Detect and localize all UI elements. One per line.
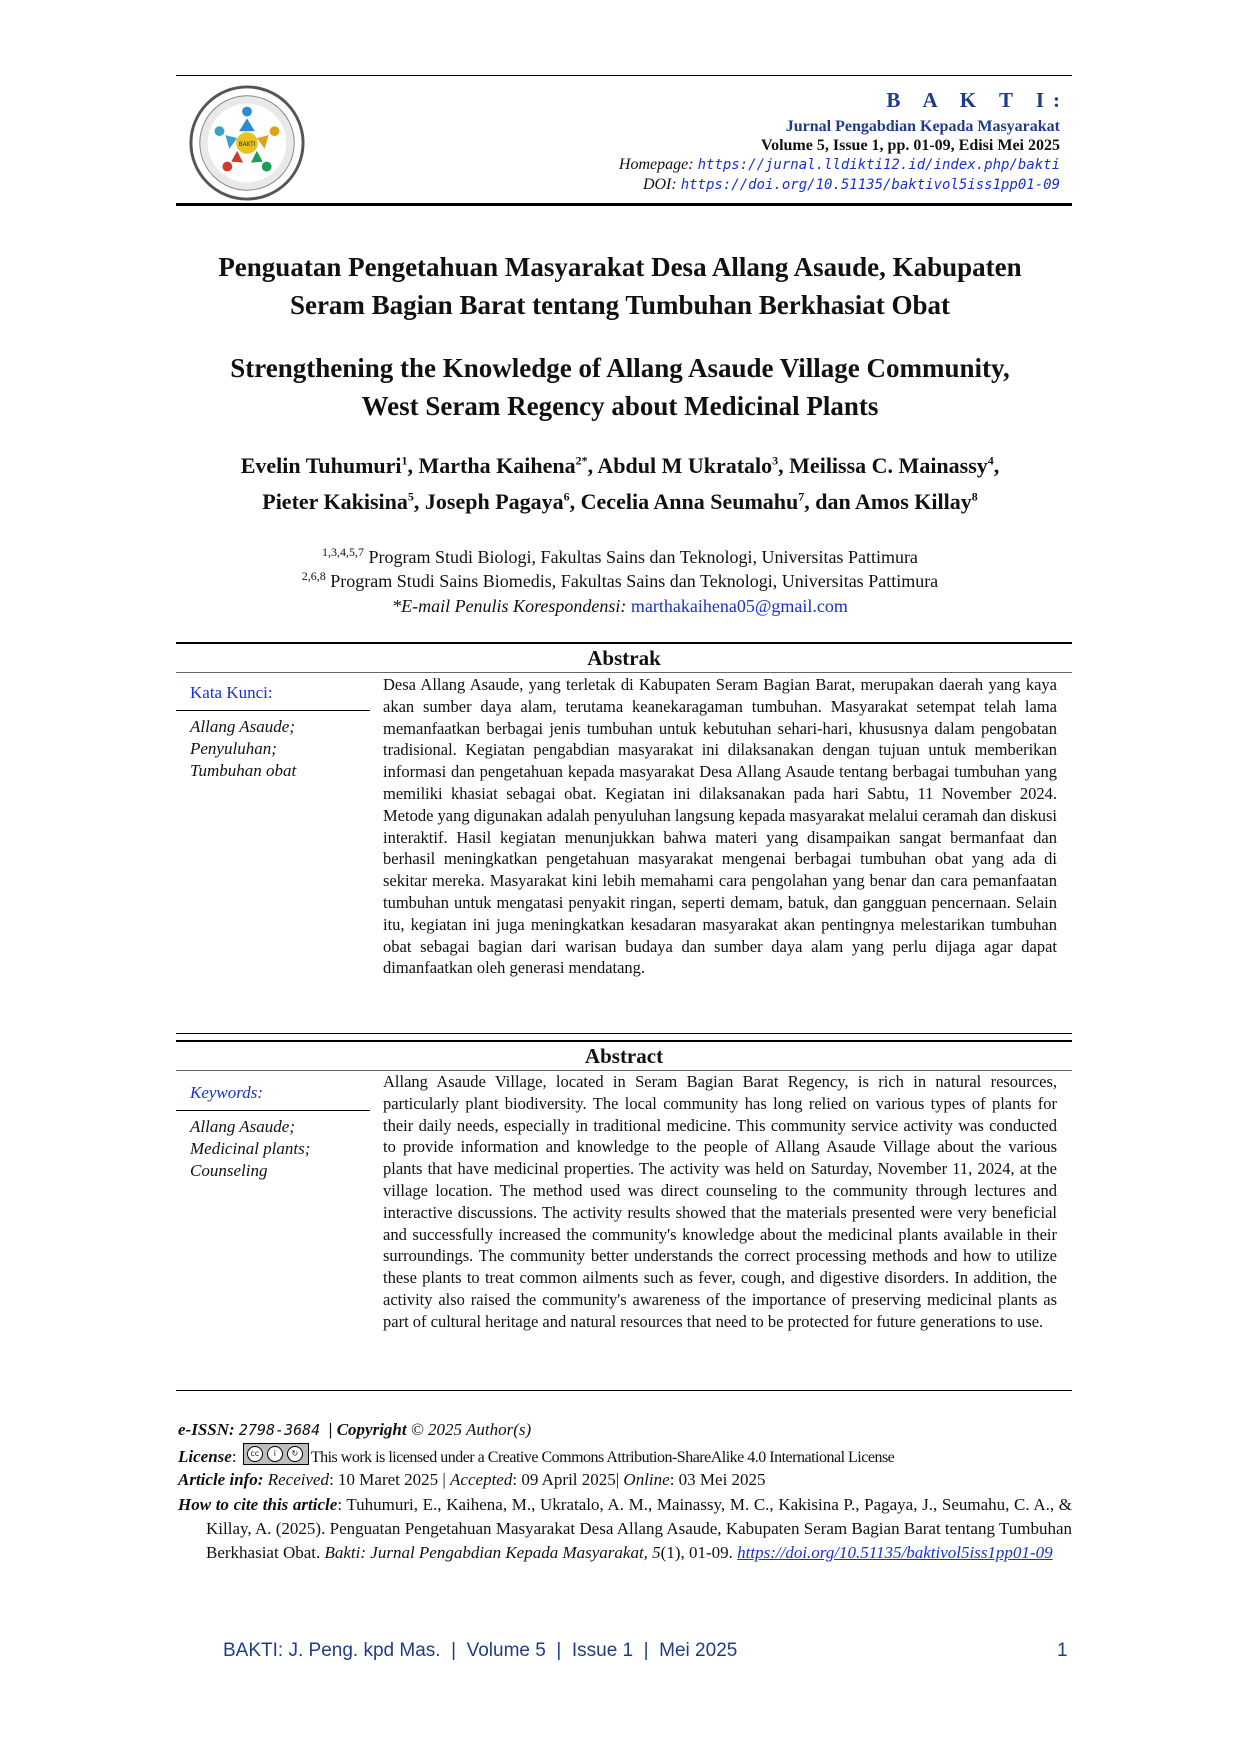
cite-journal: Bakti: Jurnal Pengabdian Kepada Masyarakat, 5 [324, 1543, 661, 1562]
keywords-label: Keywords: [190, 1083, 264, 1102]
abstrak-bottom-rule [176, 1033, 1072, 1034]
author-affiliation-sup: 5 [407, 489, 414, 504]
keywords-list [190, 1116, 310, 1182]
cite-doi-link[interactable]: https://doi.org/10.51135/baktivol5iss1pp01-09 [737, 1543, 1053, 1562]
keyword-item: Counseling [190, 1161, 268, 1180]
affiliation-2-sup: 2,6,8 [301, 569, 326, 583]
running-footer: BAKTI: J. Peng. kpd Mas. | Volume 5 | Issue 1 | Mei 2025 [223, 1640, 738, 1661]
received-label: Received [267, 1470, 330, 1489]
email-link[interactable]: marthakaihena05@gmail.com [630, 596, 848, 616]
title-en-line1: Strengthening the Knowledge of Allang Asaude Village Community, [230, 353, 1010, 383]
corresponding-email-line [160, 594, 1080, 618]
keyword-item: Allang Asaude; [190, 1117, 295, 1136]
journal-logo [188, 84, 306, 202]
eissn-label: e-ISSN: [178, 1420, 235, 1439]
author-name: Amos Killay [855, 489, 972, 514]
eissn-value: 2798-3684 [238, 1421, 321, 1439]
author-line-1 [160, 448, 1080, 484]
author-separator: , [407, 453, 419, 478]
title-id-line2: Seram Bagian Barat tentang Tumbuhan Berkhasiat Obat [289, 290, 951, 320]
volume-line: Volume 5, Issue 1, pp. 01-09, Edisi Mei 2025 [761, 137, 1060, 154]
affiliation-2 [160, 569, 1080, 593]
citation-block [178, 1493, 1072, 1565]
article-info-line: Article info: Received: 10 Maret 2025 | Accepted: 09 April 2025| Online: 03 Mei 2025 [178, 1470, 766, 1489]
abstract-heading: Abstract [584, 1044, 664, 1068]
author-name: Joseph Pagaya [424, 489, 564, 514]
accepted-date: : 09 April 2025| [512, 1470, 620, 1489]
author-name: Abdul M Ukratalo [597, 453, 773, 478]
author-line-2 [160, 484, 1080, 520]
issn-copyright-line [178, 1418, 1072, 1442]
page-number: 1 [1057, 1640, 1068, 1661]
homepage-link[interactable]: https://jurnal.lldikti12.id/index.php/bakti [697, 157, 1060, 173]
author-affiliation-sup: 4 [987, 453, 994, 468]
author-affiliation-sup: 6 [563, 489, 570, 504]
header-top-rule [176, 75, 1072, 76]
author-name: Meilissa C. Mainassy [789, 453, 988, 478]
author-name: Pieter Kakisina [262, 489, 408, 514]
homepage-line [619, 156, 1060, 174]
kata-kunci-item: Penyuluhan; [190, 739, 277, 758]
keywords-rule [176, 1110, 370, 1111]
received-date: : 10 Maret 2025 [329, 1470, 439, 1489]
doi-label: DOI: [642, 176, 677, 193]
cite-text: : Tuhumuri, E., Kaihena, M., Ukratalo, A. M., Mainassy, M. C., Kakisina P., Pagaya, J., Seumahu, C. A., & Killay, A. (2025). Penguatan Pengetahuan Masyarakat Desa Allang Asaude, Kabupaten Seram Bagian Barat tentang Tumbuhan Berkhasiat Obat. [206, 1495, 1072, 1562]
svg-text:BAKTI: BAKTI [238, 141, 256, 148]
abstract-text: Allang Asaude Village, located in Seram Bagian Barat Regency, is rich in natural resources, particularly plant biodiversity. The local community has long relied on various types of plants for their daily needs, especially in traditional medicine. This community service activity was conducted to provide information and knowledge to the people of Allang Asaude Village about the various plants that have medicinal properties. The activity was held on Saturday, November 11, 2024, at the village location. The method used was direct counseling to the community through lectures and interactive discussions. The activity results showed that the materials presented were very beneficial and successfully increased the community's knowledge about the medicinal plants available in their surroundings. The community better understands the correct processing methods and how to utilize these plants to treat common ailments such as fever, cough, and digestive disorders. In addition, the activity also raised the community's awareness of the importance of preserving medicinal plants as part of cultural heritage and natural resources that need to be protected for future generations to use. [383, 1072, 1057, 1331]
accepted-label: Accepted [450, 1470, 513, 1489]
affiliation-2-text: Program Studi Sains Biomedis, Fakultas Sains dan Teknologi, Universitas Pattimura [325, 571, 939, 591]
kata-kunci-item: Tumbuhan obat [190, 761, 297, 780]
author-name: Cecelia Anna Seumahu [580, 489, 799, 514]
abstrak-heading-rule [176, 672, 1072, 673]
online-date: : 03 Mei 2025 [669, 1470, 766, 1489]
author-list [160, 448, 1080, 520]
abstrak-heading: Abstrak [587, 646, 661, 670]
author-separator: , [569, 489, 581, 514]
author-affiliation-sup: 7 [798, 489, 805, 504]
abstrak-top-rule [176, 642, 1072, 644]
affiliation-1 [160, 545, 1080, 569]
email-label: *E-mail Penulis Korespondensi: [392, 596, 627, 616]
cc-by-sa-badge-icon[interactable]: cc i ↻ [243, 1443, 309, 1465]
affiliation-1-text: Program Studi Biologi, Fakultas Sains dan Teknologi, Universitas Pattimura [364, 547, 918, 567]
license-line: License: cc i ↻ This work is licensed under a Creative Commons Attribution-ShareAlike 4.0 International License [178, 1443, 1072, 1470]
title-indonesian [160, 248, 1080, 324]
abstract-top-rule [176, 1040, 1072, 1042]
author-affiliation-sup: 1 [401, 453, 408, 468]
author-separator: , [993, 453, 1000, 478]
homepage-label: Homepage: [618, 156, 694, 173]
kata-kunci-label: Kata Kunci: [190, 683, 273, 702]
kata-kunci-item: Allang Asaude; [190, 717, 295, 736]
author-separator: , [778, 453, 790, 478]
abstract-bottom-rule [176, 1390, 1072, 1391]
title-en-line2: West Seram Regency about Medicinal Plants [361, 391, 879, 421]
author-separator: , dan [804, 489, 856, 514]
author-affiliation-sup: 2* [575, 453, 588, 468]
journal-name: Jurnal Pengabdian Kepada Masyarakat [785, 118, 1060, 135]
online-label: Online [623, 1470, 670, 1489]
copyright-value: © 2025 Author(s) [410, 1420, 532, 1439]
affiliation-1-sup: 1,3,4,5,7 [322, 545, 365, 559]
keyword-item: Medicinal plants; [190, 1139, 311, 1158]
license-text: This work is licensed under a Creative Commons Attribution-ShareAlike 4.0 International License [310, 1449, 895, 1466]
header-bottom-rule [176, 203, 1072, 206]
author-affiliation-sup: 8 [971, 489, 978, 504]
cite-issue: (1), 01-09. [660, 1543, 733, 1562]
kata-kunci-rule [176, 710, 370, 711]
doi-link[interactable]: https://doi.org/10.51135/baktivol5iss1pp01-09 [680, 177, 1060, 193]
journal-short-title: B A K T I: [886, 88, 1069, 112]
author-name: Martha Kaihena [418, 453, 576, 478]
article-info-label: Article info: [178, 1470, 264, 1489]
title-english [160, 349, 1080, 425]
author-name: Evelin Tuhumuri [240, 453, 402, 478]
doi-line [643, 176, 1060, 194]
kata-kunci-list [190, 716, 296, 782]
author-separator: , [587, 453, 598, 478]
title-id-line1: Penguatan Pengetahuan Masyarakat Desa Allang Asaude, Kabupaten [218, 252, 1022, 282]
copyright-label: | Copyright [328, 1420, 407, 1439]
cite-label: How to cite this article [178, 1495, 338, 1514]
author-affiliation-sup: 3 [772, 453, 779, 468]
abstrak-text: Desa Allang Asaude, yang terletak di Kabupaten Seram Bagian Barat, merupakan daerah yang kaya akan sumber daya alam, terutama keanekaragaman tumbuhan. Masyarakat setempat telah lama memanfaatkan berbagai jenis tumbuhan untuk kebutuhan sehari-hari, khususnya dalam pengobatan tradisional. Kegiatan pengabdian masyarakat ini dilaksanakan dengan tujuan untuk memberikan informasi dan pengetahuan kepada masyarakat Desa Allang Asaude tentang berbagai tumbuhan yang memiliki khasiat sebagai obat. Kegiatan ini dilaksanakan pada hari Sabtu, 11 November 2024. Metode yang digunakan adalah penyuluhan langsung kepada masyarakat melalui ceramah dan diskusi interaktif. Hasil kegiatan menunjukkan bahwa materi yang disampaikan sangat bermanfaat dan berhasil meningkatkan pengetahuan masyarakat mengenai berbagai tumbuhan obat yang ada di sekitar mereka. Masyarakat kini lebih memahami cara pengolahan yang benar dan cara pemanfaatan tumbuhan untuk mengatasi penyakit ringan, seperti demam, batuk, dan gangguan pencernaan. Selain itu, kegiatan ini juga meningkatkan kesadaran masyarakat akan pentingnya melestarikan tumbuhan obat sebagai bagian dari warisan budaya dan sumber daya alam yang perlu dijaga agar dapat dimanfaatkan oleh generasi mendatang. [383, 675, 1057, 978]
author-separator: , [413, 489, 425, 514]
license-label: License [178, 1447, 232, 1466]
